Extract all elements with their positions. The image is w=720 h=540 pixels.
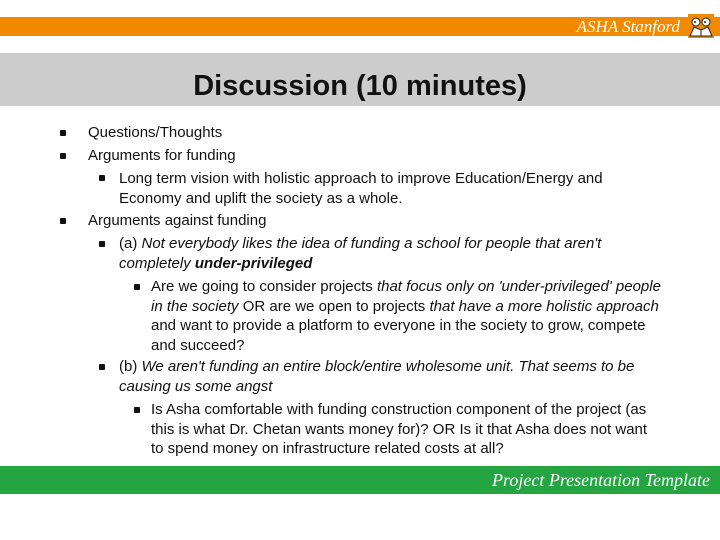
bullet-item: Is Asha comfortable with funding construction component of the project (as this is what Dr. Chetan wants money for)? OR Is it that Asha does not want to spend money on infrastructure related costs at all?	[151, 401, 648, 457]
bullet-item: Arguments for funding	[88, 147, 236, 164]
bullet-marker	[60, 218, 66, 224]
bullet-item: Arguments against funding	[88, 212, 267, 229]
item-bold-italic: under-privileged	[194, 254, 313, 272]
item-text: Are we going to consider projects	[151, 278, 377, 295]
item-text: and want to provide a platform to everyone in the society to grow, compete and succeed?	[151, 317, 646, 354]
bullet-item	[119, 234, 664, 273]
bullet-item: Questions/Thoughts	[88, 124, 223, 141]
item-italic: that have a more holistic approach	[429, 297, 659, 315]
bullet-marker	[134, 407, 140, 413]
bullet-marker	[134, 284, 140, 290]
bullet-marker	[99, 364, 105, 370]
bullet-marker	[60, 130, 66, 136]
item-italic: Not everybody likes the idea of funding a school for people that aren't completely	[119, 235, 602, 272]
item-prefix: (b)	[119, 358, 142, 375]
bullet-item	[119, 357, 664, 396]
asha-logo-icon	[688, 14, 714, 38]
brand-name: ASHA Stanford	[576, 17, 680, 36]
bullet-marker	[99, 241, 105, 247]
bullet-marker	[60, 153, 66, 159]
item-prefix: (a)	[119, 235, 142, 252]
footer-text: Project Presentation Template	[492, 470, 710, 490]
item-italic: We aren't funding an entire block/entire wholesome unit. That seems to be causing us some angst	[119, 358, 635, 395]
slide-title: Discussion (10 minutes)	[193, 70, 527, 102]
item-text: OR are we open to projects	[238, 297, 430, 315]
item-italic: that focus only on 'under-privileged' people in the society	[151, 278, 661, 315]
bullet-marker	[99, 175, 105, 181]
bullet-item	[151, 277, 661, 355]
bullet-item: Long term vision with holistic approach to improve Education/Energy and Economy and uplift the society as a whole.	[119, 170, 603, 207]
